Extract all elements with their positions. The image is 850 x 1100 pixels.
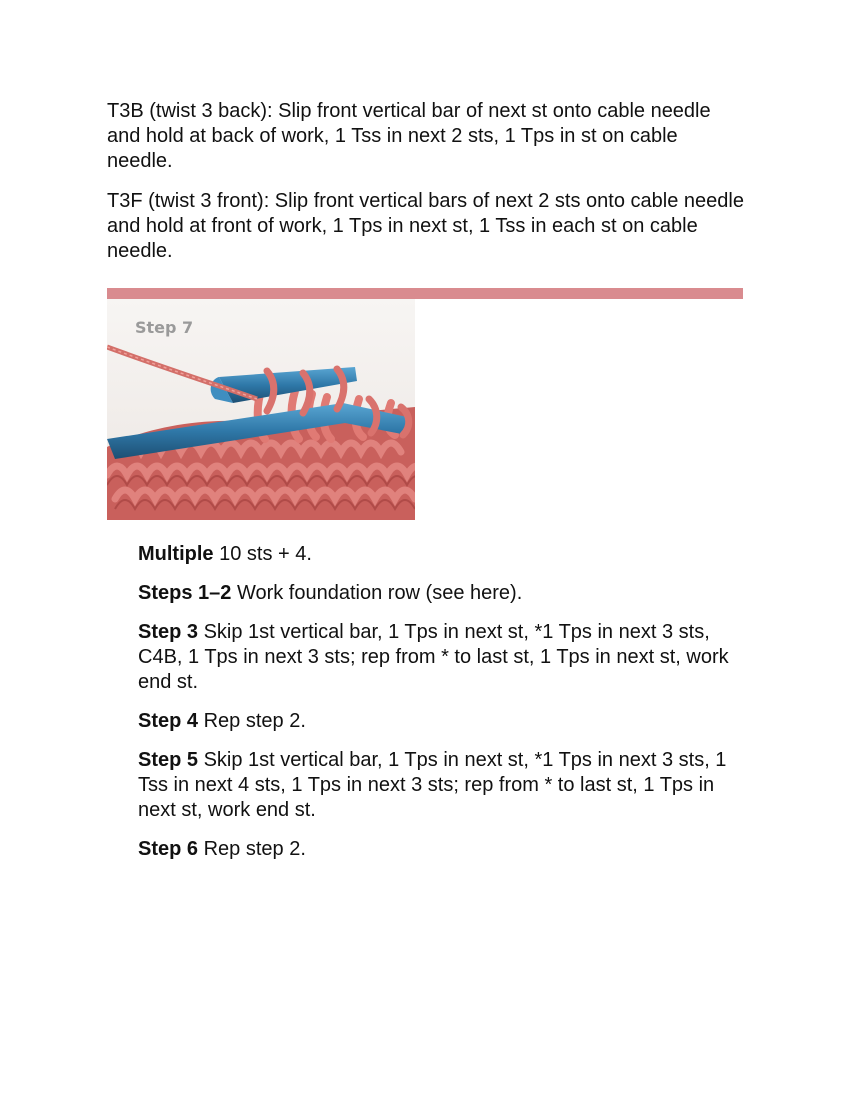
instruction-text: 10 sts + 4. — [213, 543, 312, 565]
section-divider — [107, 288, 743, 299]
instruction-text: Skip 1st vertical bar, 1 Tps in next st, *1 Tps in next 3 sts, C4B, 1 Tps in next 3 sts; rep from * to last st, 1 Tps in next st, work end st. — [138, 621, 729, 693]
instruction-heading: Step 5 — [138, 749, 199, 771]
instruction-text: Rep step 2. — [198, 838, 306, 860]
instruction-text: Skip 1st vertical bar, 1 Tps in next st, *1 Tps in next 3 sts, 1 Tss in next 4 sts, 1 Tps in next 3 sts; rep from * to last st, 1 Tps in next st, work end st. — [138, 749, 727, 821]
photo-step-label: Step 7 — [135, 318, 194, 337]
instruction-step-3 — [138, 620, 743, 695]
instruction-text: Work foundation row (see here). — [231, 582, 523, 604]
instruction-step-4 — [138, 709, 743, 734]
abbreviation-t3f: T3F (twist 3 front): Slip front vertical bars of next 2 sts onto cable needle and hold at front of work, 1 Tps in next st, 1 Tss in each st on cable needle. — [107, 190, 744, 262]
instruction-heading: Multiple — [138, 543, 214, 565]
instruction-step-6 — [138, 837, 743, 862]
step-photo — [107, 299, 415, 520]
instruction-steps-1-2 — [138, 581, 743, 606]
instruction-multiple — [138, 542, 743, 567]
instruction-heading: Step 4 — [138, 710, 199, 732]
instruction-text: Rep step 2. — [198, 710, 306, 732]
instruction-heading: Steps 1–2 — [138, 582, 232, 604]
instruction-heading: Step 3 — [138, 621, 199, 643]
abbreviation-t3b: T3B (twist 3 back): Slip front vertical bar of next st onto cable needle and hold at back of work, 1 Tss in next 2 sts, 1 Tps in st on cable needle. — [107, 100, 711, 172]
instruction-list — [138, 542, 743, 876]
instruction-heading: Step 6 — [138, 838, 199, 860]
instruction-step-5 — [138, 748, 743, 823]
